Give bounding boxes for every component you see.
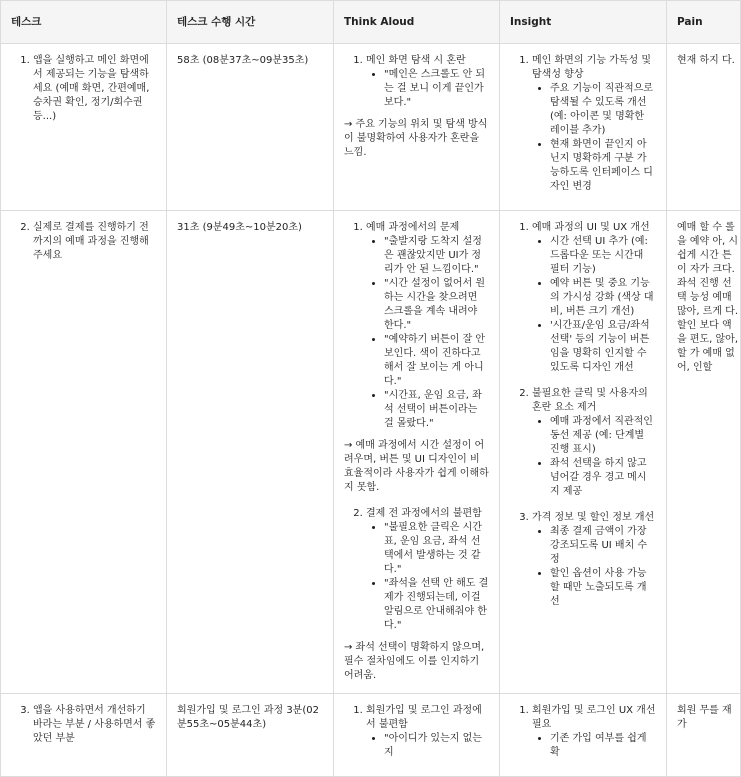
- quote: • "시간표, 운임 요금, 좌석 선택이 버튼이라는 걸 몰랐다.": [384, 389, 489, 431]
- think-item: 1. 예매 과정에서의 문제 • "출발지랑 도착지 설정은 괜찮았지만 UI가 정리가 안 된 느낌이다." • "시간 설정이 없어서 원하는 시간을 찾으려면 스크롤을 계속 내려야 한다." • "예약하기 버튼이 잘 안 보인다. 색이 진하다고 해서 잘 보이는 게 아니다." • "시간표, 운임 요금, 좌석 선택이 버튼이라는 걸 몰랐다.": [366, 221, 489, 431]
- quote: • "예약하기 버튼이 잘 안 보인다. 색이 진하다고 해서 잘 보이는 게 아니다.": [384, 333, 489, 389]
- quote: • "불필요한 클릭은 시간표, 운임 요금, 좌석 선택에서 발생하는 것 같다.": [384, 521, 489, 577]
- insight-bullet: • 주요 기능이 직관적으로 탐색될 수 있도록 개선 (예: 아이콘 및 명확한 레이블 추가): [550, 82, 656, 138]
- think-item: 2. 결제 전 과정에서의 불편함 • "불필요한 클릭은 시간표, 운임 요금, 좌석 선택에서 발생하는 것 같다." • "좌석을 선택 안 해도 결제가 진행되는데, 이걸 알림으로 안내해줘야 한다.": [366, 507, 489, 633]
- time-cell: 58초 (08분37초~09분35초): [167, 44, 334, 211]
- header-pain: Pain: [667, 1, 741, 44]
- insight-item: 3. 가격 정보 및 할인 정보 개선 • 최종 결제 금액이 가장 강조되도록 UI 배치 수정 • 할인 옵션이 사용 가능할 때만 노출되도록 개선: [532, 511, 656, 609]
- insight-bullet: • 현재 화면이 끝인지 아닌지 명확하게 구분 가능하도록 인터페이스 디자인 변경: [550, 138, 656, 194]
- think-note: → 예매 과정에서 시간 설정이 어려우며, 버튼 및 UI 디자인이 비효율적이라 사용자가 쉽게 이해하지 못함.: [344, 440, 489, 493]
- header-time: 테스크 수행 시간: [167, 1, 334, 44]
- insight-bullet: • 할인 옵션이 사용 가능할 때만 노출되도록 개선: [550, 567, 656, 609]
- quote: • "좌석을 선택 안 해도 결제가 진행되는데, 이걸 알림으로 안내해줘야 한다.": [384, 577, 489, 633]
- think-aloud-cell: [334, 44, 500, 211]
- insight-bullet: • 시간 선택 UI 추가 (예: 드롭다운 또는 시간대 필터 기능): [550, 235, 656, 277]
- insight-item: 1. 메인 화면의 기능 가독성 및 탐색성 향상 • 주요 기능이 직관적으로 탐색될 수 있도록 개선 (예: 아이콘 및 명확한 레이블 추가) • 현재 화면이 끝인지 아닌지 명확하게 구분 가능하도록 인터페이스 디자인 변경: [532, 54, 656, 194]
- table-row: [1, 694, 741, 777]
- header-insight: Insight: [500, 1, 667, 44]
- think-aloud-cell: [334, 211, 500, 694]
- time-cell: 회원가입 및 로그인 과정 3분(02분55초~05분44초): [167, 694, 334, 777]
- header-think-aloud: Think Aloud: [334, 1, 500, 44]
- insight-bullet: • 기존 가입 여부를 쉽게 확: [550, 732, 656, 760]
- time-cell: 31초 (9분49초~10분20초): [167, 211, 334, 694]
- insight-cell: [500, 44, 667, 211]
- insight-item: 2. 불필요한 클릭 및 사용자의 혼란 요소 제거 • 예매 과정에서 직관적인 동선 제공 (예: 단계별 진행 표시) • 좌석 선택을 하지 않고 넘어갈 경우 경고 메시지 제공: [532, 387, 656, 499]
- quote: • "출발지랑 도착지 설정은 괜찮았지만 UI가 정리가 안 된 느낌이다.": [384, 235, 489, 277]
- pain-cell: 회원 무를 재가: [667, 694, 741, 777]
- think-aloud-cell: [334, 694, 500, 777]
- think-note: → 주요 기능의 위치 및 탐색 방식이 불명확하여 사용자가 혼란을 느낌.: [344, 119, 488, 158]
- think-item: 1. 메인 화면 탐색 시 혼란 • "메인은 스크롤도 안 되는 걸 보니 이게 끝인가 보다.": [366, 54, 489, 110]
- insight-bullet: • 예약 버튼 및 중요 기능의 가시성 강화 (색상 대비, 버튼 크기 개선): [550, 277, 656, 319]
- insight-cell: [500, 694, 667, 777]
- insight-item: 1. 예매 과정의 UI 및 UX 개선 • 시간 선택 UI 추가 (예: 드롭다운 또는 시간대 필터 기능) • 예약 버튼 및 중요 기능의 가시성 강화 (색상 대비, 버튼 크기 개선) • '시간표/운임 요금/좌석 선택' 등의 기능이 버튼임을 명확히 인지할 수 있도록 디자인 개선: [532, 221, 656, 375]
- pain-cell: 현재 하지 다.: [667, 44, 741, 211]
- quote: • "시간 설정이 없어서 원하는 시간을 찾으려면 스크롤을 계속 내려야 한다.": [384, 277, 489, 333]
- task-text: 1. 앱을 실행하고 메인 화면에서 제공되는 기능을 탐색하세요 (예매 화면, 간편예매, 승차권 확인, 정기/회수권 등...): [33, 54, 156, 124]
- insight-bullet: • 예매 과정에서 직관적인 동선 제공 (예: 단계별 진행 표시): [550, 415, 656, 457]
- think-note: → 좌석 선택이 명확하지 않으며, 필수 절차임에도 이를 인지하기 어려움.: [344, 642, 485, 681]
- quote: • "메인은 스크롤도 안 되는 걸 보니 이게 끝인가 보다.": [384, 68, 489, 110]
- header-row: [1, 1, 741, 44]
- insight-item: 1. 회원가입 및 로그인 UX 개선 필요 • 기존 가입 여부를 쉽게 확: [532, 704, 656, 760]
- quote: • "아이디가 있는지 없는지: [384, 732, 489, 760]
- insight-bullet: • 최종 결제 금액이 가장 강조되도록 UI 배치 수정: [550, 525, 656, 567]
- task-cell: [1, 694, 167, 777]
- table-row: [1, 44, 741, 211]
- think-item: 1. 회원가입 및 로그인 과정에서 불편함 • "아이디가 있는지 없는지: [366, 704, 489, 760]
- insight-bullet: • 좌석 선택을 하지 않고 넘어갈 경우 경고 메시지 제공: [550, 457, 656, 499]
- insight-cell: [500, 211, 667, 694]
- task-text: 3. 앱을 사용하면서 개선하기 바라는 부분 / 사용하면서 좋았던 부분: [33, 704, 156, 746]
- task-cell: [1, 211, 167, 694]
- insight-bullet: • '시간표/운임 요금/좌석 선택' 등의 기능이 버튼임을 명확히 인지할 수 있도록 디자인 개선: [550, 319, 656, 375]
- task-text: 2. 실제로 결제를 진행하기 전까지의 예매 과정을 진행해주세요: [33, 221, 156, 263]
- pain-cell: 예매 할 수 롤을 예약 아, 시 쉽게 시간 튼이 자가 크다. 좌석 진행 선택 능성 예매 많아, 르게 다. 할인 보다 액을 편도, 않아, 할 가 예매 없어, 인할: [667, 211, 741, 694]
- table-row: [1, 211, 741, 694]
- task-cell: [1, 44, 167, 211]
- header-task: 테스크: [1, 1, 167, 44]
